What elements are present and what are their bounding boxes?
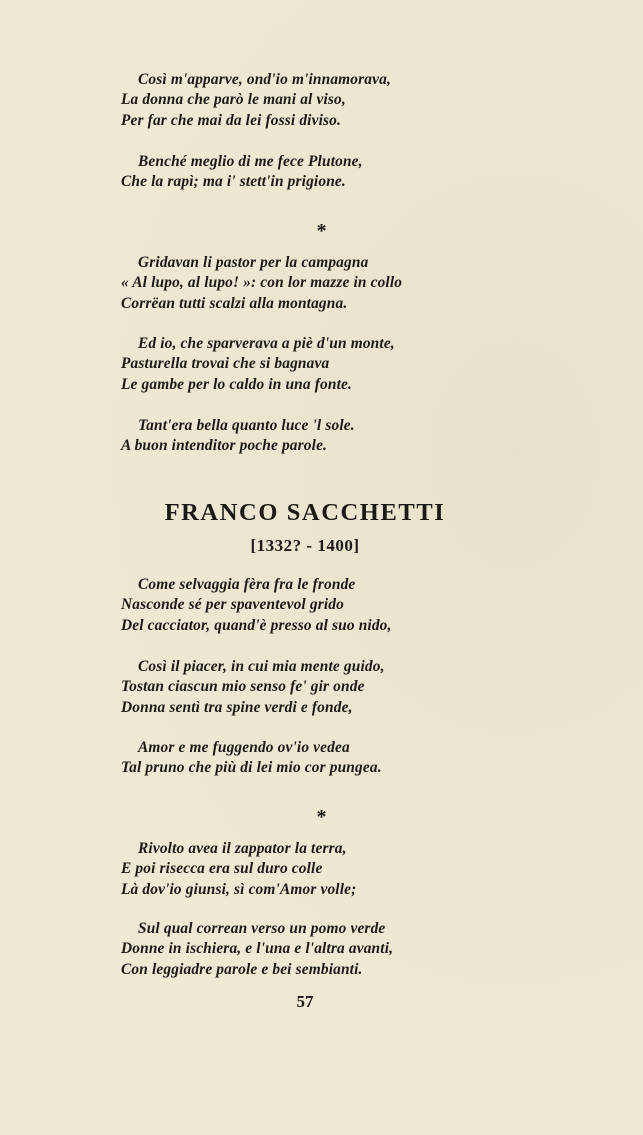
verse-line: Nasconde sé per spaventevol grido	[121, 596, 344, 614]
verse-line: Benché meglio di me fece Plutone,	[138, 153, 363, 170]
verse-line: Come selvaggia fèra fra le fronde	[138, 576, 356, 593]
verse-line: Tostan ciascun mio senso fe' gir onde	[121, 678, 365, 696]
stanza	[121, 657, 491, 718]
stanza	[121, 575, 491, 636]
verse-line: Ed io, che sparverava a piè d'un monte,	[138, 335, 395, 352]
author-name: FRANCO SACCHETTI	[164, 499, 446, 526]
stanza	[121, 919, 491, 980]
verse-line: E poi risecca era sul duro colle	[121, 860, 323, 878]
verse-line: Amor e me fuggendo ov'io vedea	[138, 739, 350, 756]
stanza	[121, 152, 491, 193]
verse-line: Così il piacer, in cui mia mente guido,	[138, 658, 385, 675]
verse-line: Sul qual correan verso un pomo verde	[138, 920, 386, 937]
stanza	[121, 334, 491, 395]
section-separator: *	[316, 806, 327, 828]
stanza	[121, 416, 491, 457]
verse-line: Del cacciator, quand'è presso al suo nido,	[121, 616, 392, 634]
verse-line: Per far che mai da lei fossi diviso.	[121, 111, 341, 129]
verse-line: Tal pruno che più di lei mio cor pungea.	[121, 759, 382, 777]
verse-line: Là dov'io giunsi, sì com'Amor volle;	[121, 880, 357, 898]
verse-line: Con leggiadre parole e bei sembianti.	[121, 960, 363, 978]
verse-line: A buon intenditor poche parole.	[121, 437, 328, 455]
verse-line: Che la rapì; ma i' stett'in prigione.	[121, 173, 346, 191]
verse-line: Le gambe per lo caldo in una fonte.	[121, 375, 352, 393]
page-number: 57	[296, 992, 314, 1011]
verse-line: Donne in ischiera, e l'una e l'altra avanti,	[121, 940, 394, 958]
stanza	[121, 839, 491, 900]
verse-line: « Al lupo, al lupo! »: con lor mazze in collo	[121, 274, 403, 292]
author-dates: [1332? - 1400]	[250, 536, 360, 555]
stanza	[121, 738, 491, 779]
verse-line: Rivolto avea il zappator la terra,	[138, 840, 347, 857]
section-separator: *	[316, 220, 327, 242]
verse-line: Corrëan tutti scalzi alla montagna.	[121, 294, 348, 312]
stanza	[121, 70, 491, 131]
verse-line: Pasturella trovai che si bagnava	[121, 355, 330, 373]
verse-line: Così m'apparve, ond'io m'innamorava,	[138, 71, 391, 88]
verse-line: Gridavan li pastor per la campagna	[138, 254, 369, 271]
verse-line: La donna che parò le mani al viso,	[121, 91, 346, 109]
verse-line: Tant'era bella quanto luce 'l sole.	[138, 417, 355, 434]
stanza	[121, 253, 491, 314]
verse-line: Donna sentì tra spine verdi e fonde,	[121, 698, 353, 716]
